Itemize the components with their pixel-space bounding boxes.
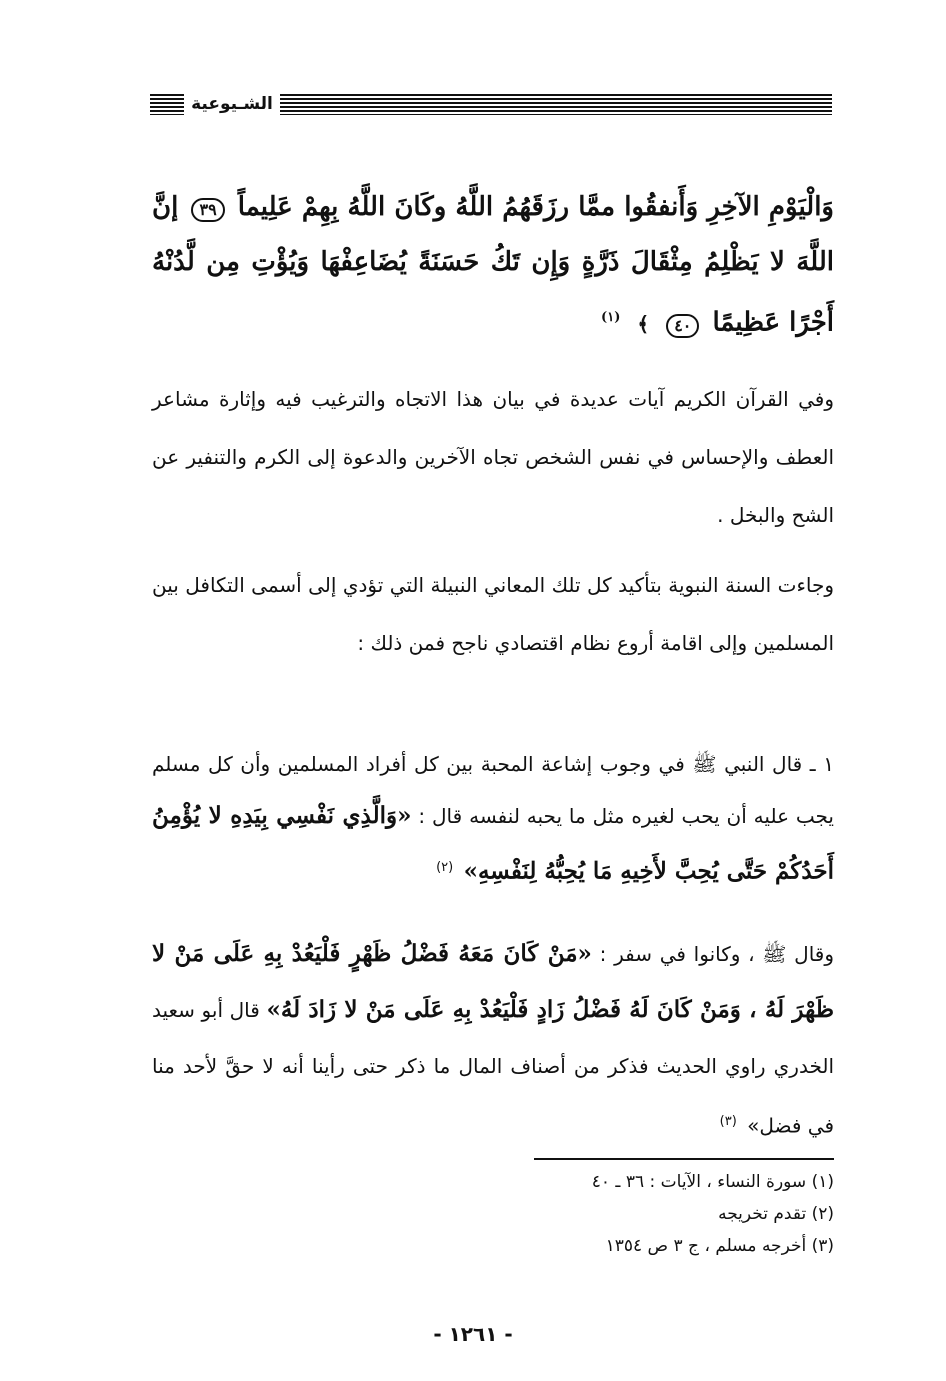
footnote-ref-1: (١) [601,310,621,325]
header-rule-left [150,94,184,115]
footnote-ref-2: (٢) [436,860,454,875]
header-rule-right [280,94,832,115]
paragraph-hadith-2 [152,926,834,1154]
quran-verse [152,180,834,352]
footnote-ref-3: (٣) [719,1114,737,1129]
verse-text-part2: إنَّ اللَّهَ لا يَظْلِمُ مِثْقَالَ ذَرَّةٍ وَإِن تَكُ حَسَنَةً يُضَاعِفْهَا وَيُؤْتِ مِن لَّدُنْهُ أَجْرًا عَظِيمًا [152,192,834,338]
hadith-1-quote: «وَالَّذِي نَفْسِي بِيَدِهِ لا يُؤْمِنُ أَحَدُكُمْ حَتَّى يُحِبَّ لأَخِيهِ مَا يُحِبُّهُ لِنَفْسِهِ» [152,802,834,885]
ayah-number-39: ٣٩ [191,198,224,222]
paragraph-sunnah: وجاءت السنة النبوية بتأكيد كل تلك المعاني النبيلة التي تؤدي إلى أسمى التكافل بين المسلمين وإلى اقامة أروع نظام اقتصادي ناجح فمن ذلك : [152,573,834,655]
paragraph-quran-verses: وفي القرآن الكريم آيات عديدة في بيان هذا الاتجاه والترغيب فيه وإثارة مشاعر العطف والإحساس في نفس الشخص تجاه الآخرين والدعوة إلى الكرم والتنفير عن الشح والبخل . [152,387,834,527]
verse-text-part1: وَالْيَوْمِ الآخِرِ وَأَنفقُوا ممَّا رزَقَهُمُ اللَّهُ وكَانَ اللَّهُ بِهِمْ عَلِيماً [237,192,834,222]
verse-ornament-bracket: ﴾ [637,311,650,336]
header-title: الشـيوعية [191,94,273,114]
hadith-2-quote: «مَنْ كَانَ مَعَهُ فَضْلُ ظَهْرٍ فَلْيَعُدْ بِهِ عَلَى مَنْ لا ظَهْرَ لَهُ ، وَمَنْ كَانَ لَهُ فَضْلُ زَادٍ فَلْيَعُدْ بِهِ عَلَى مَنْ لا زَادَ لَهُ» [152,940,835,1023]
footnote-1: (١) سورة النساء ، الآيات : ٣٦ ـ ٤٠ [591,1172,834,1192]
footnote-2: (٢) تقدم تخريجه [718,1204,834,1224]
page-number: - ١٢٦١ - [433,1322,513,1346]
footnotes [400,1166,834,1262]
hadith-1-intro: ١ ـ قال النبي ﷺ في وجوب إشاعة المحبة بين كل أفراد المسلمين وأن كل مسلم يجب عليه أن يحب لغيره مثل ما يحبه لنفسه قال : [152,752,834,828]
ayah-number-40: ٤٠ [666,314,699,338]
hadith-2-intro: وقال ﷺ ، وكانوا في سفر : [599,942,834,966]
paragraph-hadith-1 [152,738,834,898]
hadith-2-commentary: قال أبو سعيد الخدري راوي الحديث فذكر من أصناف المال ما ذكر حتى رأينا أنه لا حقَّ لأحد منا في فضل» [152,998,834,1138]
footnote-separator [534,1158,834,1160]
running-header [150,92,832,118]
footnote-3: (٣) أخرجه مسلم ، ج ٣ ص ١٣٥٤ [605,1236,834,1256]
